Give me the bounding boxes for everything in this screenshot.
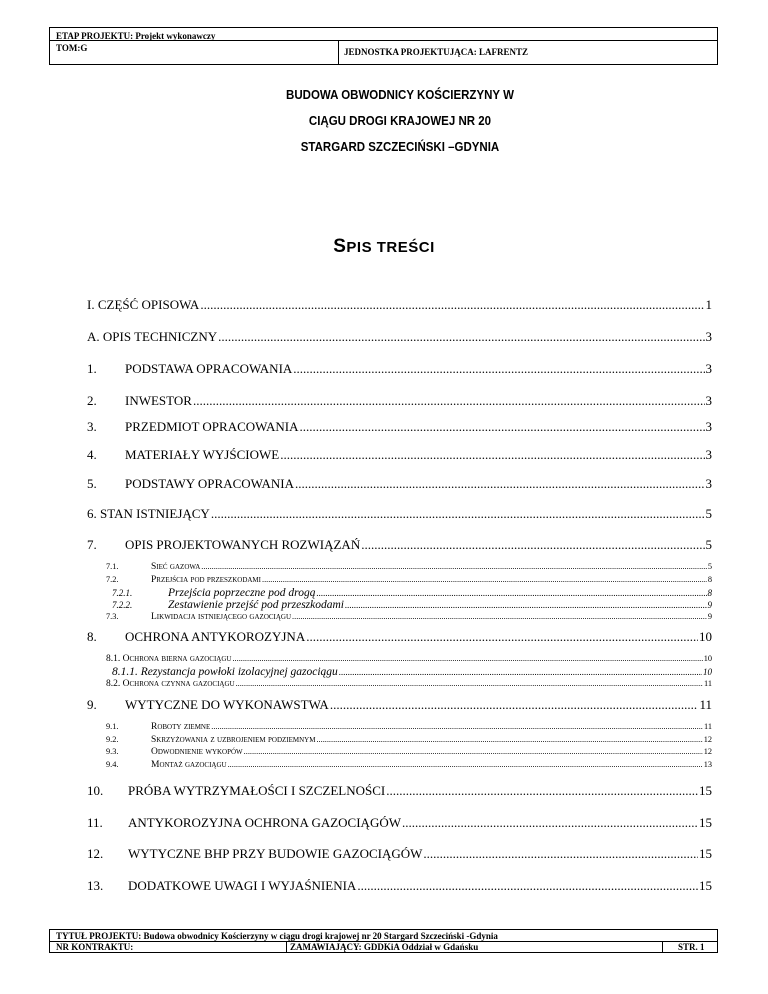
toc-entry[interactable] [106, 612, 712, 622]
toc-entry-number: 4. [87, 447, 97, 462]
toc-heading [0, 236, 768, 258]
toc-entry-number: 7.1. [106, 562, 119, 571]
toc-entry-title: Odwodnienie wykopów [151, 747, 243, 757]
toc-leader [292, 612, 707, 621]
toc-entry-page: 3 [705, 419, 712, 434]
toc-entry-page: 10 [703, 667, 712, 677]
toc-entry-page: 3 [705, 447, 712, 462]
toc-entry-page: 15 [699, 815, 712, 830]
toc-entry-page: 3 [705, 361, 712, 376]
toc-entry[interactable] [106, 735, 712, 745]
toc-entry-page: 5 [707, 562, 712, 571]
toc-entry-title: DODATKOWE UWAGI I WYJAŚNIENIA [128, 878, 357, 893]
toc-leader [299, 419, 704, 435]
toc-entry-number: 9.1. [106, 722, 119, 731]
toc-entry-title: PRZEDMIOT OPRACOWANIA [125, 419, 299, 434]
toc-entry-number: 7.3. [106, 612, 119, 621]
document-footer [49, 929, 718, 953]
toc-leader [193, 393, 705, 409]
toc-entry-page: 10 [699, 629, 712, 644]
toc-entry-number: 9. [87, 697, 97, 712]
toc-entry-title: 8.2. Ochrona czynna gazociągu [106, 679, 235, 689]
toc-entry-title: PODSTAWY OPRACOWANIA [125, 476, 294, 491]
toc-entry-number: 9.3. [106, 747, 119, 756]
toc-entry-number: 9.2. [106, 735, 119, 744]
toc-entry-page: 12 [703, 747, 712, 756]
toc-entry[interactable] [106, 747, 712, 757]
toc-entry-page: 9 [707, 600, 712, 610]
toc-entry-number: 13. [87, 878, 104, 893]
toc-entry[interactable] [112, 587, 712, 599]
toc-entry-page: 10 [703, 654, 712, 663]
toc-entry-page: 1 [705, 297, 712, 312]
document-header [49, 27, 718, 65]
toc-entry-title: Zestawienie przejść pod przeszkodami [168, 599, 345, 611]
toc-leader [200, 297, 704, 313]
project-title [225, 82, 575, 160]
toc-entry-title: 8.1.1. Rezystancja powłoki izolacyjnej gazociągu [112, 666, 338, 678]
toc-leader [228, 760, 703, 769]
toc-entry[interactable] [87, 629, 712, 645]
toc-entry-number: 10. [87, 783, 104, 798]
toc-entry-title: MATERIAŁY WYJŚCIOWE [125, 447, 280, 462]
toc-entry[interactable] [87, 419, 712, 435]
toc-entry-number: 7.2.2. [112, 600, 133, 610]
toc-entry-page: 3 [705, 393, 712, 408]
toc-entry-number: 11. [87, 815, 103, 830]
toc-entry-page: 8 [707, 588, 712, 598]
toc-entry-page: 15 [699, 846, 712, 861]
toc-leader [357, 878, 698, 894]
toc-entry-title: WYTYCZNE BHP PRZY BUDOWIE GAZOCIĄGÓW [128, 846, 423, 861]
toc-leader [386, 783, 698, 799]
toc-leader [236, 679, 703, 688]
toc-entry-page: 13 [703, 760, 712, 769]
toc-entry-title: PRÓBA WYTRZYMAŁOŚCI I SZCZELNOŚCI [128, 783, 386, 798]
toc-entry-page: 15 [699, 783, 712, 798]
toc-entry-page: 3 [705, 476, 712, 491]
toc-entry-title: Sieć gazowa [151, 562, 201, 572]
header-column-divider [338, 40, 339, 65]
toc-entry[interactable] [87, 361, 712, 377]
project-title-line-1: BUDOWA OBWODNICY KOŚCIERZYNY W [286, 88, 514, 102]
design-unit: JEDNOSTKA PROJEKTUJĄCA: LAFRENTZ [344, 47, 529, 57]
toc-leader [293, 361, 704, 377]
toc-leader [423, 846, 698, 862]
toc-entry[interactable] [87, 506, 712, 522]
toc-entry[interactable] [87, 878, 712, 894]
toc-entry-page: 5 [705, 506, 712, 521]
project-title-line-2: CIĄGU DROGI KRAJOWEJ NR 20 [308, 114, 492, 128]
toc-entry[interactable] [87, 447, 712, 463]
toc-entry-title: Montaż gazociągu [151, 760, 227, 770]
toc-leader [201, 562, 707, 571]
toc-entry[interactable] [87, 393, 712, 409]
page-number: STR. 1 [678, 942, 705, 952]
toc-entry-page: 15 [699, 878, 712, 893]
toc-entry-page: 8 [707, 575, 712, 584]
toc-leader [330, 697, 699, 713]
toc-entry-title: Skrzyżowania z uzbrojeniem podziemnym [151, 735, 316, 745]
toc-leader [316, 588, 706, 598]
toc-entry-number: 1. [87, 361, 97, 376]
toc-entry-title: A. OPIS TECHNICZNY [87, 329, 218, 344]
toc-entry[interactable] [87, 329, 712, 345]
toc-entry-page: 5 [705, 537, 712, 552]
toc-entry-number: 7.2. [106, 575, 119, 584]
toc-leader [211, 722, 703, 731]
toc-entry-page: 3 [705, 329, 712, 344]
toc-entry[interactable] [106, 722, 712, 732]
toc-entry-title: 6. STAN ISTNIEJĄCY [87, 506, 210, 521]
toc-entry-page: 12 [703, 735, 712, 744]
toc-leader [232, 654, 702, 663]
toc-leader [316, 735, 702, 744]
toc-entry[interactable] [112, 666, 712, 678]
toc-leader [306, 629, 698, 645]
toc-entry-number: 7. [87, 537, 97, 552]
toc-entry[interactable] [87, 697, 712, 713]
toc-entry-title: INWESTOR [125, 393, 192, 408]
toc-leader [339, 667, 702, 677]
toc-leader [262, 575, 707, 584]
toc-entry-number: 3. [87, 419, 97, 434]
toc-entry-title: ANTYKOROZYJNA OCHRONA GAZOCIĄGÓW [128, 815, 401, 830]
toc-entry[interactable] [106, 679, 712, 689]
toc-entry[interactable] [87, 783, 712, 799]
project-title-footer: TYTUŁ PROJEKTU: Budowa obwodnicy Kościerzyny w ciągu drogi krajowej nr 20 Stargard Szczeciński -Gdynia [56, 931, 498, 941]
toc-entry-title: WYTYCZNE DO WYKONAWSTWA [125, 697, 329, 712]
header-divider [50, 40, 717, 41]
toc-entry-title: I. CZĘŚĆ OPISOWA [87, 297, 200, 312]
toc-leader [361, 537, 704, 553]
toc-leader [280, 447, 704, 463]
toc-leader [244, 747, 703, 756]
toc-entry-title: Przejścia poprzeczne pod drogą [168, 587, 316, 599]
toc-entry-number: 2. [87, 393, 97, 408]
toc-entry-number: 12. [87, 846, 104, 861]
toc-entry[interactable] [106, 760, 712, 770]
toc-entry[interactable] [87, 476, 712, 492]
toc-leader [345, 600, 706, 610]
toc-entry[interactable] [87, 537, 712, 553]
toc-entry-number: 5. [87, 476, 97, 491]
toc-leader [211, 506, 705, 522]
toc-heading-rest: PIS TREŚCI [346, 239, 435, 256]
toc-entry-number: 7.2.1. [112, 588, 133, 598]
toc-entry-title: Likwidacja istniejącego gazociągu [151, 612, 292, 622]
toc-leader [402, 815, 698, 831]
contract-number: NR KONTRAKTU: [56, 942, 134, 952]
toc-entry-title: OPIS PROJEKTOWANYCH ROZWIĄZAŃ [125, 537, 361, 552]
toc-entry[interactable] [106, 562, 712, 572]
toc-heading-initial: S [333, 236, 347, 257]
project-stage: ETAP PROJEKTU: Projekt wykonawczy [56, 31, 216, 41]
toc-entry[interactable] [87, 815, 712, 831]
volume-label: TOM:G [56, 43, 88, 53]
toc-entry[interactable] [87, 846, 712, 862]
toc-entry[interactable] [106, 654, 712, 664]
toc-entry-page: 9 [707, 612, 712, 621]
toc-leader [218, 329, 704, 345]
toc-entry-number: 9.4. [106, 760, 119, 769]
toc-leader [295, 476, 705, 492]
toc-entry-page: 11 [704, 722, 712, 731]
toc-entry-title: 8.1. Ochrona bierna gazociągu [106, 654, 232, 664]
toc-entry-title: OCHRONA ANTYKOROZYJNA [125, 629, 306, 644]
toc-entry[interactable] [87, 297, 712, 313]
toc-entry-number: 8. [87, 629, 97, 644]
toc-entry-title: Roboty ziemne [151, 722, 211, 732]
toc-entry[interactable] [106, 575, 712, 585]
project-title-line-3: STARGARD SZCZECIŃSKI –GDYNIA [300, 140, 500, 154]
footer-column-divider [662, 941, 663, 953]
toc-entry-title: PODSTAWA OPRACOWANIA [125, 361, 293, 376]
toc-entry-title: Przejścia pod przeszkodami [151, 575, 261, 585]
toc-entry-page: 11 [704, 679, 712, 688]
toc-entry[interactable] [112, 599, 712, 611]
footer-column-divider [286, 941, 287, 953]
client: ZAMAWIAJĄCY: GDDKiA Oddział w Gdańsku [290, 942, 479, 952]
toc-entry-page: 11 [699, 697, 712, 712]
